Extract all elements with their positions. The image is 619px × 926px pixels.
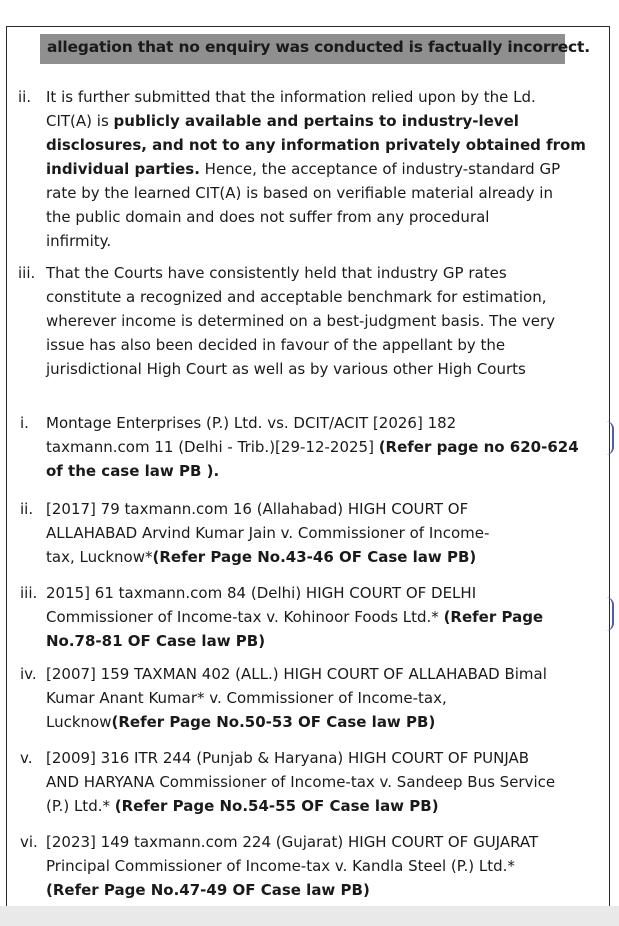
case-citation-line bbox=[46, 832, 602, 852]
text-segment: Principal Commissioner of Income-tax v. Kandla Steel (P.) Ltd.* bbox=[46, 857, 515, 875]
text-segment: It is further submitted that the information relied upon by the Ld. bbox=[46, 88, 536, 106]
text-segment: (Refer page no 620-624 bbox=[378, 438, 579, 456]
case-citation-line bbox=[46, 880, 602, 900]
case-citation-line bbox=[46, 413, 602, 433]
case-citation-line bbox=[46, 523, 602, 543]
case-citation-line bbox=[46, 461, 602, 481]
case-citation-line bbox=[46, 547, 602, 567]
text-segment: rate by the learned CIT(A) is based on verifiable material already in bbox=[46, 184, 553, 202]
case-marker: iii. bbox=[20, 584, 38, 602]
case-marker: v. bbox=[20, 749, 33, 767]
point-marker: ii. bbox=[18, 88, 32, 106]
point-text-line bbox=[46, 207, 602, 227]
case-citation-line bbox=[46, 688, 602, 708]
point-text-line bbox=[46, 287, 602, 307]
text-segment: jurisdictional High Court as well as by various other High Courts bbox=[46, 360, 526, 378]
text-segment: wherever income is determined on a best-judgment basis. The very bbox=[46, 312, 555, 330]
point-marker: iii. bbox=[18, 264, 36, 282]
point-text-line bbox=[46, 359, 602, 379]
text-segment: issue has also been decided in favour of the appellant by the bbox=[46, 336, 506, 354]
text-segment: Hence, the acceptance of industry-standard GP bbox=[199, 160, 561, 178]
point-text-line bbox=[46, 183, 602, 203]
text-segment: (Refer Page bbox=[443, 608, 544, 626]
text-segment: CIT(A) is bbox=[46, 112, 114, 130]
case-citation-line bbox=[46, 772, 602, 792]
text-segment: [2009] 316 ITR 244 (Punjab & Haryana) HIGH COURT OF PUNJAB bbox=[46, 749, 530, 767]
case-citation-line bbox=[46, 631, 602, 651]
highlighted-line: allegation that no enquiry was conducted is factually incorrect. bbox=[47, 38, 590, 56]
case-marker: vi. bbox=[20, 833, 38, 851]
case-citation-line bbox=[46, 712, 602, 732]
text-segment: infirmity. bbox=[46, 232, 112, 250]
text-segment: publicly available and pertains to industry-level bbox=[113, 112, 519, 130]
case-citation-line bbox=[46, 748, 602, 768]
point-text-line bbox=[46, 135, 602, 155]
point-text-line bbox=[46, 111, 602, 131]
text-segment: (Refer Page No.43-46 OF Case law PB) bbox=[152, 548, 477, 566]
case-citation-line bbox=[46, 583, 602, 603]
text-segment: Commissioner of Income-tax v. Kohinoor Foods Ltd.* bbox=[46, 608, 444, 626]
text-segment: of the case law PB ). bbox=[46, 462, 220, 480]
case-citation-line bbox=[46, 796, 602, 816]
text-segment: Kumar Anant Kumar* v. Commissioner of Income-tax, bbox=[46, 689, 447, 707]
text-segment: tax, Lucknow* bbox=[46, 548, 153, 566]
text-segment: constitute a recognized and acceptable benchmark for estimation, bbox=[46, 288, 547, 306]
point-text-line bbox=[46, 335, 602, 355]
case-marker: ii. bbox=[20, 500, 34, 518]
text-segment: [2017] 79 taxmann.com 16 (Allahabad) HIGH COURT OF bbox=[46, 500, 469, 518]
text-segment: (P.) Ltd.* bbox=[46, 797, 115, 815]
text-segment: the public domain and does not suffer from any procedural bbox=[46, 208, 490, 226]
text-segment: (Refer Page No.50-53 OF Case law PB) bbox=[111, 713, 436, 731]
text-segment: That the Courts have consistently held that industry GP rates bbox=[46, 264, 507, 282]
point-text-line bbox=[46, 311, 602, 331]
case-citation-line bbox=[46, 607, 602, 627]
case-citation-line bbox=[46, 856, 602, 876]
text-segment: individual parties. bbox=[46, 160, 200, 178]
case-citation-line bbox=[46, 499, 602, 519]
case-citation-line bbox=[46, 664, 602, 684]
point-text-line bbox=[46, 263, 602, 283]
scan-edge-mark bbox=[606, 421, 614, 455]
text-segment: ALLAHABAD Arvind Kumar Jain v. Commissioner of Income- bbox=[46, 524, 490, 542]
text-segment: No.78-81 OF Case law PB) bbox=[46, 632, 266, 650]
case-marker: i. bbox=[20, 414, 29, 432]
text-segment: AND HARYANA Commissioner of Income-tax v. Sandeep Bus Service bbox=[46, 773, 556, 791]
case-marker: iv. bbox=[20, 665, 37, 683]
point-text-line bbox=[46, 87, 602, 107]
point-text-line bbox=[46, 231, 602, 251]
text-segment: taxmann.com 11 (Delhi - Trib.)[29-12-2025] bbox=[46, 438, 379, 456]
text-segment: disclosures, and not to any information privately obtained from bbox=[46, 136, 586, 154]
scan-edge-mark bbox=[606, 597, 614, 631]
text-segment: (Refer Page No.54-55 OF Case law PB) bbox=[114, 797, 439, 815]
text-segment: (Refer Page No.47-49 OF Case law PB) bbox=[46, 881, 370, 899]
page-bottom-shadow bbox=[0, 906, 619, 926]
point-text-line bbox=[46, 159, 602, 179]
text-segment: Lucknow bbox=[46, 713, 112, 731]
text-segment: Montage Enterprises (P.) Ltd. vs. DCIT/ACIT [2026] 182 bbox=[46, 414, 457, 432]
text-segment: [2023] 149 taxmann.com 224 (Gujarat) HIGH COURT OF GUJARAT bbox=[46, 833, 539, 851]
case-citation-line bbox=[46, 437, 602, 457]
text-segment: 2015] 61 taxmann.com 84 (Delhi) HIGH COURT OF DELHI bbox=[46, 584, 477, 602]
text-segment: [2007] 159 TAXMAN 402 (ALL.) HIGH COURT OF ALLAHABAD Bimal bbox=[46, 665, 547, 683]
